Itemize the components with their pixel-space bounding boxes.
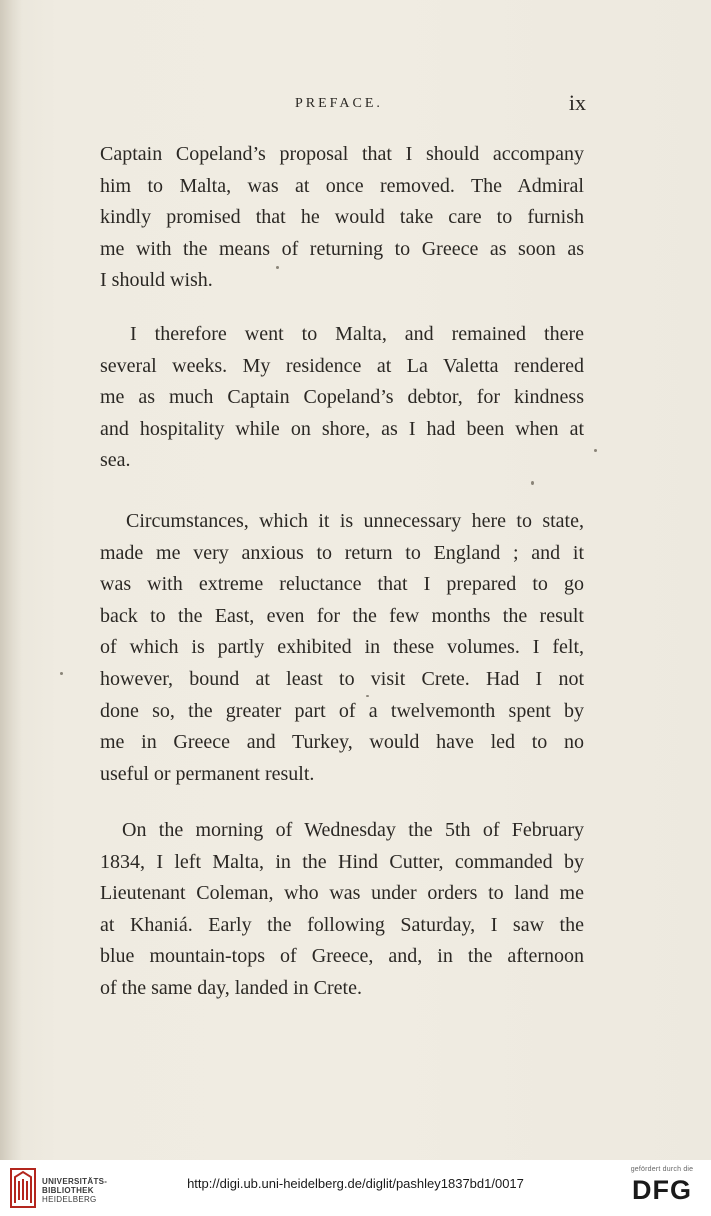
text-line: back to the East, even for the few months the result: [100, 604, 584, 627]
text-line: me as much Captain Copeland’s debtor, for kindness: [100, 386, 584, 409]
paper-speck: [594, 449, 597, 452]
text-line: was with extreme reluctance that I prepared to go: [100, 573, 584, 596]
digitization-footer: [0, 1160, 711, 1216]
page-number: ix: [568, 90, 586, 115]
text-line: blue mountain-tops of Greece, and, in the afternoon: [100, 945, 584, 968]
paper-speck: [366, 695, 369, 697]
running-head: [100, 92, 586, 126]
paragraph-1: [100, 139, 584, 297]
text-line: several weeks. My residence at La Valetta rendered: [100, 354, 584, 377]
text-line: done so, the greater part of a twelvemonth spent by: [100, 699, 584, 722]
text-line: him to Malta, was at once removed. The Admiral: [100, 174, 584, 197]
dfg-logo: DFG: [632, 1175, 692, 1205]
text-line: made me very anxious to return to England ; and it: [100, 541, 584, 564]
text-line: On the morning of Wednesday the 5th of February: [122, 819, 584, 841]
library-name-line: BIBLIOTHEK: [42, 1186, 94, 1195]
text-line: I therefore went to Malta, and remained there: [130, 323, 584, 345]
page-gutter: [0, 0, 22, 1160]
paragraph-4: [100, 815, 584, 1005]
library-name-line: UNIVERSITÄTS-: [42, 1177, 108, 1186]
paper-speck: [60, 672, 63, 675]
library-name-line: HEIDELBERG: [42, 1195, 97, 1204]
paragraph-3: [100, 506, 584, 790]
funder-note: gefördert durch die: [630, 1166, 694, 1173]
text-line: Lieutenant Coleman, who was under orders to land me: [100, 882, 584, 905]
text-line: however, bound at least to visit Crete. Had I not: [100, 667, 584, 690]
source-url-link[interactable]: http://digi.ub.uni-heidelberg.de/diglit/pashley1837bd1/0017: [187, 1176, 524, 1191]
text-line: useful or permanent result.: [100, 762, 315, 785]
text-line: Captain Copeland’s proposal that I should accompany: [100, 143, 584, 165]
text-line: Circumstances, which it is unnecessary here to state,: [126, 510, 584, 532]
text-line: of which is partly exhibited in these volumes. I felt,: [100, 636, 584, 659]
text-line: me in Greece and Turkey, would have led to no: [100, 731, 584, 754]
text-line: kindly promised that he would take care to furnish: [100, 206, 584, 229]
text-line: I should wish.: [100, 269, 213, 292]
text-line: of the same day, landed in Crete.: [100, 976, 362, 999]
paper-speck: [276, 266, 279, 269]
text-line: me with the means of returning to Greece as soon as: [100, 237, 584, 260]
text-line: 1834, I left Malta, in the Hind Cutter, commanded by: [100, 850, 584, 873]
text-line: and hospitality while on shore, as I had been when at: [100, 417, 584, 440]
text-line: at Khaniá. Early the following Saturday, I saw the: [100, 913, 584, 936]
paper-speck: [531, 481, 534, 485]
paragraph-2: [100, 319, 584, 477]
funder-logo[interactable]: [623, 1166, 701, 1212]
text-line: sea.: [100, 449, 131, 472]
running-head-title: PREFACE.: [295, 96, 383, 111]
